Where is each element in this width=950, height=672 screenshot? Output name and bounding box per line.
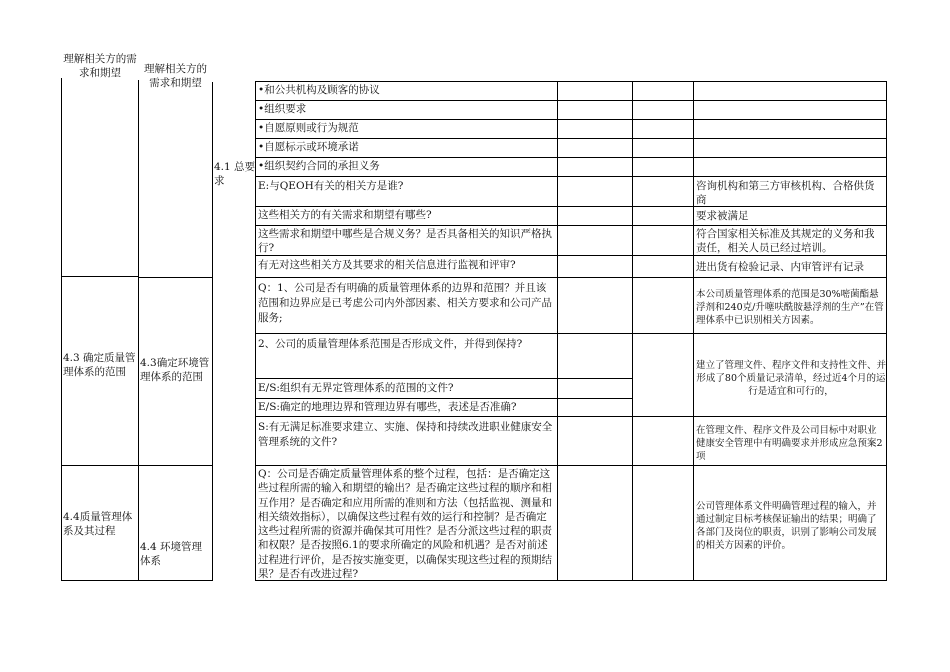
col1-divider-1 [61, 276, 139, 277]
question-cell: 这些相关方的有关需求和期望有哪些? [258, 209, 432, 221]
row-divider [255, 465, 887, 466]
row-divider [255, 157, 887, 158]
col2-scope-label: 4.3确定环境管理体系的范围 [140, 357, 210, 383]
col1-header: 理解相关方的需求和期望 [63, 53, 137, 79]
col1-divider-2 [61, 465, 213, 466]
row-divider [255, 225, 887, 226]
table-vline-1 [557, 81, 558, 581]
question-cell: Q：公司是否确定质量管理体系的整个过程，包括：是否确定这些过程所需的输入和期望的输出？是否确定这些过程的顺序和相互作用？是否确定和应用所需的准则和方法（包括监视、测量和相关绩效指标），以确保这些过程有效的运行和控制？是否确定这些过程所需的资源并确保其可用性？是否分派这些过程的职责和权限？是否按照6.1的要求所确定的风险和机遇？是否对前述过程进行评价，是否按实施变更，以确保实现这些过程的预期结果？是否有改进过程? [258, 468, 552, 581]
question-cell: •组织要求 [258, 103, 307, 115]
row-divider [255, 119, 887, 120]
question-cell: Q：1、公司是否有明确的质量管理体系的边界和范围？并且该范围和边界应是已考虑公司内外部因素、相关方要求和公司产品服务; [258, 282, 552, 324]
row-divider [255, 277, 887, 278]
table-right-border [886, 81, 887, 581]
table-left-border [255, 81, 256, 581]
question-cell: E:与QEOH有关的相关方是谁? [258, 180, 404, 192]
row-divider [255, 416, 887, 417]
col3-left-border [212, 82, 213, 581]
question-cell: •组织契约合同的承担义务 [258, 160, 380, 172]
question-cell: E/S:组织有无界定管理体系的范围的文件? [258, 382, 454, 394]
question-cell: •和公共机构及顾客的协议 [258, 84, 380, 96]
row-divider [255, 398, 632, 399]
question-cell: •自愿标示或环境承诺 [258, 141, 359, 153]
answer-cell: 公司管理体系文件明确管理过程的输入，并通过制定目标考核保证输出的结果；明确了各部门及岗位的职责，识别了影响公司发展的相关方因素的评价。 [696, 501, 877, 551]
answer-cell: 在管理文件、程序文件及公司目标中对职业健康安全管理中有明确要求并形成应急预案2项 [696, 425, 883, 462]
row-divider [255, 100, 887, 101]
col1-process-label: 4.4质量管理体系及其过程 [63, 511, 133, 537]
table-top-border [255, 81, 887, 82]
row-divider [255, 255, 887, 256]
col1-scope-label: 4.3 确定质量管理体系的范围 [63, 352, 136, 378]
row-divider [255, 176, 887, 177]
answer-cell: 本公司质量管理体系的范围是30%嘧菌酯悬浮剂和240克/升噻呋酰胺悬浮剂的生产”在管理体系中已识别相关方因素。 [696, 289, 884, 326]
col2-divider-1 [138, 277, 213, 278]
answer-cell: 建立了管理文件、程序文件和支持性文件、并形成了80个质量记录清单，经过近4个月的运行是适宜和可行的， [696, 360, 887, 397]
col2-system-label: 4.4 环境管理体系 [140, 541, 203, 567]
question-cell: 2、公司的质量管理体系范围是否形成文件，并得到保持? [258, 338, 523, 350]
answer-cell: 进出货有检验记录、内审管评有记录 [696, 261, 864, 273]
answer-cell: 咨询机构和第三方审核机构、合格供货商 [696, 180, 875, 206]
row-divider [255, 138, 887, 139]
col3-general-label: 4.1 总要求 [214, 161, 256, 187]
col1-right-border [138, 80, 139, 581]
question-cell: E/S:确定的地理边界和管理边界有哪些，表述是否准确? [258, 401, 517, 413]
row-divider [255, 333, 887, 334]
answer-cell: 要求被满足 [696, 210, 749, 222]
left-bottom-border [61, 580, 213, 581]
row-divider [255, 378, 632, 379]
table-vline-3 [693, 81, 694, 581]
col2-header: 理解相关方的需求和期望 [144, 63, 207, 89]
question-cell: 这些需求和期望中哪些是合规义务？是否具备相关的知识严格执行? [258, 228, 552, 254]
question-cell: 有无对这些相关方及其要求的相关信息进行监视和评审? [258, 259, 516, 271]
question-cell: •自愿原则或行为规范 [258, 122, 359, 134]
table-vline-2 [632, 81, 633, 581]
col1-left-border [61, 78, 62, 581]
answer-cell: 符合国家相关标准及其规定的义务和我责任，相关人员已经过培训。 [696, 228, 875, 254]
question-cell: S:有无满足标准要求建立、实施、保持和持续改进职业健康安全管理系统的文件? [258, 421, 553, 448]
